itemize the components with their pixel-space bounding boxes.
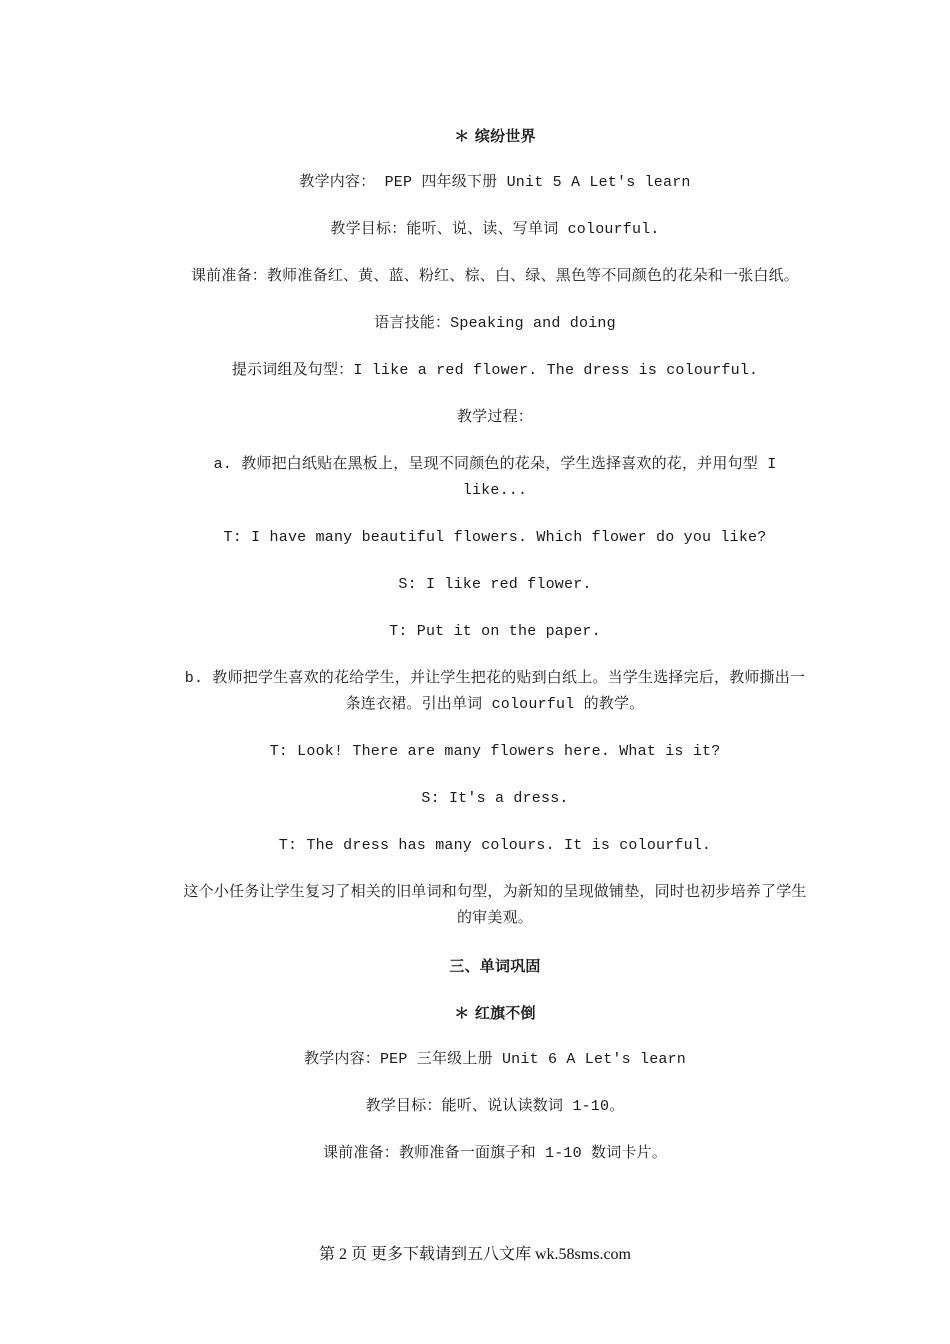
document-body bbox=[180, 123, 810, 1188]
dialogue-line: T: The dress has many colours. It is colourful. bbox=[278, 837, 712, 854]
section-heading-word-consolidation: 三、单词巩固 bbox=[449, 957, 541, 975]
section-heading-colourful-world: ＊ 缤纷世界 bbox=[454, 127, 536, 145]
dialogue-line: T: Put it on the paper. bbox=[389, 623, 601, 640]
dialogue-line: S: It's a dress. bbox=[421, 790, 569, 807]
dialogue-line: T: Look! There are many flowers here. What is it? bbox=[269, 743, 721, 760]
teaching-goal: 教学目标：能听、说、读、写单词 colourful. bbox=[330, 221, 660, 238]
page-footer: 第 2 页 更多下载请到五八文库 wk.58sms.com bbox=[318, 1246, 631, 1263]
section-heading-red-flag: ＊ 红旗不倒 bbox=[454, 1004, 536, 1022]
dialogue-line: T: I have many beautiful flowers. Which flower do you like? bbox=[223, 529, 767, 546]
step-b: b. 教师把学生喜欢的花给学生，并让学生把花的贴到白纸上。当学生选择完后，教师撕出一条连衣裙。引出单词 colourful 的教学。 bbox=[184, 670, 806, 713]
teaching-content: 教学内容：PEP 三年级上册 Unit 6 A Let's learn bbox=[303, 1051, 687, 1068]
teaching-goal: 教学目标：能听、说认读数词 1-10。 bbox=[365, 1098, 625, 1115]
dialogue-line: S: I like red flower. bbox=[398, 576, 592, 593]
language-skill: 语言技能：Speaking and doing bbox=[374, 315, 616, 332]
preparation: 课前准备：教师准备一面旗子和 1-10 数词卡片。 bbox=[322, 1145, 667, 1162]
preparation: 课前准备：教师准备红、黄、蓝、粉红、棕、白、绿、黑色等不同颜色的花朵和一张白纸。 bbox=[190, 268, 799, 285]
step-a: a. 教师把白纸贴在黑板上，呈现不同颜色的花朵，学生选择喜欢的花，并用句型 I like... bbox=[213, 456, 777, 499]
key-phrases: 提示词组及句型：I like a red flower. The dress is colourful. bbox=[231, 362, 759, 379]
teaching-content: 教学内容： PEP 四年级下册 Unit 5 A Let's learn bbox=[299, 174, 691, 191]
teaching-process-label: 教学过程： bbox=[456, 409, 533, 426]
task-summary: 这个小任务让学生复习了相关的旧单词和句型，为新知的呈现做铺垫，同时也初步培养了学生的审美观。 bbox=[183, 884, 807, 927]
